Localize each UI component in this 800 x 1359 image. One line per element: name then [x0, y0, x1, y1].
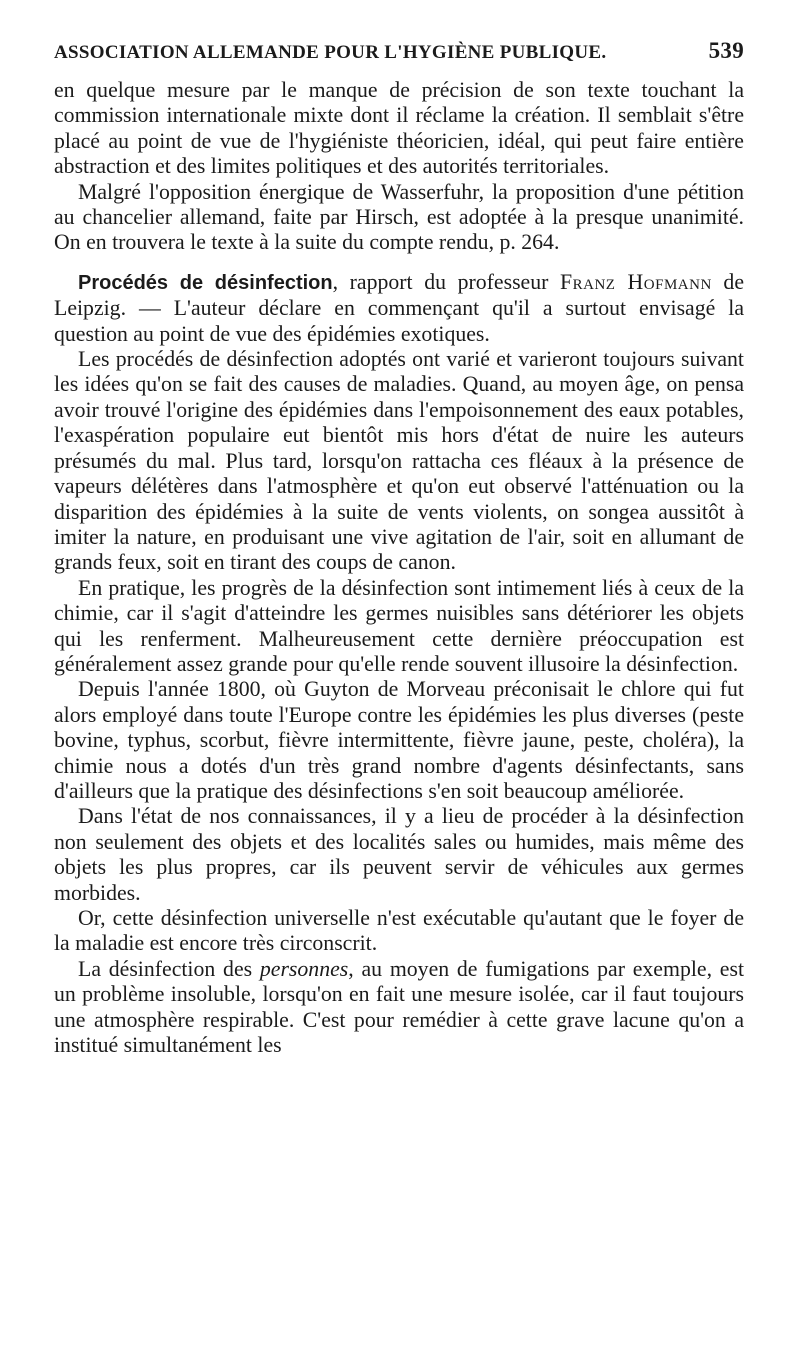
paragraph	[54, 957, 744, 1059]
body-text	[54, 78, 744, 1058]
paragraph: En pratique, les progrès de la désinfection sont intimement liés à ceux de la chimie, car il s'agit d'atteindre les germes nuisibles sans détériorer les objets qui les renferment. Malheureusement cette dernière préoccupation est généralement assez grande pour qu'elle rende souvent illusoire la désinfection.	[54, 575, 744, 676]
running-header	[54, 38, 744, 78]
paragraph-text: , au moyen de fumigations par exemple, est un problème insoluble, lorsqu'on en fait une mesure isolée, car il faut toujours une atmosphère respirable. C'est pour remédier à cette grave lacune qu'on a institué simultanément les	[54, 956, 744, 1058]
section-paragraph	[54, 270, 744, 347]
page-number: 539	[708, 38, 744, 63]
paragraph: en quelque mesure par le manque de précision de son texte touchant la commission internationale mixte dont il réclame la création. Il semblait s'être placé au point de vue de l'hygiéniste théoricien, idéal, qui peut faire entière abstraction et des limites politiques et des autorités territoriales.	[54, 78, 744, 179]
emphasis: personnes	[259, 956, 349, 981]
paragraph-text: La désinfection des	[78, 956, 260, 981]
paragraph: Les procédés de désinfection adoptés ont varié et varieront toujours suivant les idées qu'on se fait des causes de maladies. Quand, au moyen âge, on pensa avoir trouvé l'origine des épidémies dans l'empoisonnement des eaux potables, l'exaspération populaire eut bientôt mis hors d'état de nuire les auteurs présumés du mal. Plus tard, lorsqu'on rattacha ces fléaux à la présence de vapeurs délétères dans l'atmosphère et qu'on eut observé l'atténuation ou la disparition des épidémies à la suite de vents violents, on songea aussitôt à imiter la nature, en produisant une vive agitation de l'air, soit en allumant de grands feux, soit en tirant des coups de canon.	[54, 347, 744, 575]
paragraph: Malgré l'opposition énergique de Wasserfuhr, la proposition d'une pétition au chancelier allemand, faite par Hirsch, est adoptée à la presque unanimité. On en trouvera le texte à la suite du compte rendu, p. 264.	[54, 179, 744, 255]
author-name: Franz Hofmann	[560, 269, 712, 294]
paragraph: Or, cette désinfection universelle n'est exécutable qu'autant que le foyer de la maladie est encore très circonscrit.	[54, 906, 744, 956]
running-title: ASSOCIATION ALLEMANDE POUR L'HYGIÈNE PUBLIQUE.	[54, 42, 607, 63]
paragraph-text: , rapport du professeur	[332, 269, 560, 294]
section-title: Procédés de désinfection	[78, 271, 333, 294]
document-page	[54, 38, 744, 1058]
paragraph: Depuis l'année 1800, où Guyton de Morveau préconisait le chlore qui fut alors employé dans toute l'Europe contre les épidémies les plus diverses (peste bovine, typhus, scorbut, fièvre intermittente, fièvre jaune, peste, choléra), la chimie nous a dotés d'un très grand nombre d'agents désinfectants, sans d'ailleurs que la pratique des désinfections s'en soit beaucoup améliorée.	[54, 677, 744, 803]
paragraph-text: de Leipzig. — L'auteur déclare en commençant qu'il a surtout envisagé la question au point de vue des épidémies exotiques.	[54, 269, 744, 346]
paragraph: Dans l'état de nos connaissances, il y a lieu de procéder à la désinfection non seulement des objets et des localités sales ou humides, mais même des objets les plus propres, car ils peuvent servir de véhicules aux germes morbides.	[54, 804, 744, 905]
